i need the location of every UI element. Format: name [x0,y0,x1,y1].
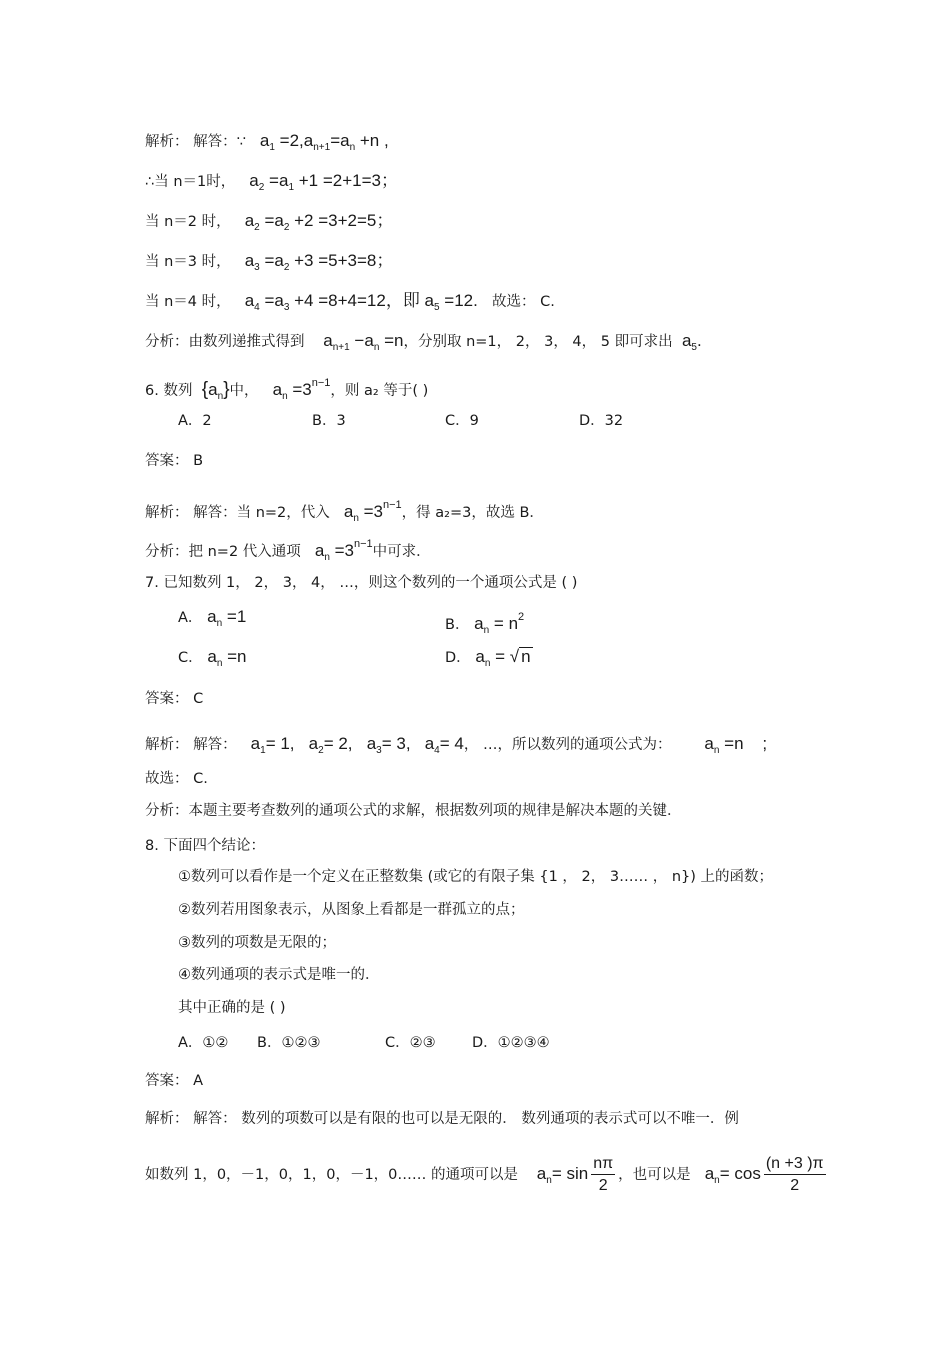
q8-statement-1: ①数列可以看作是一个定义在正整数集 (或它的有限子集 {1 ， 2， 3…… ， n}) 上的函数； [178,869,773,885]
q7-option-a: A． $a_n =1$ [178,607,247,629]
analysis-6: 分析：把 n=2 代入通项 $a_n =3^{n-1}$中可求． [145,538,431,563]
explanation-6: 解析： 解答：当 n=2，代入 $a_n =3^{n-1}$，得 a₂=3，故选 B． [145,499,544,524]
q6-option-b: B．3 [312,413,346,429]
analysis-line-2: ∴当 n＝1时， $a_2 =a_1 +1 =2+1=3$； [145,171,398,193]
q7-option-b: B． $a_n = n^2$ [445,611,525,636]
fraction-n-plus-3-pi-over-2: $\frac{(n +3 )\pi}{2}$ [765,1154,824,1194]
explanation-8: 解析： 解答： 数列的项数可以是有限的也可以是无限的． 数列通项的表示式可以不唯一．例 [145,1111,739,1127]
q7-option-d: D． $a_n$ = √ n [445,647,531,669]
answer-6: 答案： B [145,453,204,469]
analysis-line-6: 分析：由数列递推式得到 $a_{n+1} -a_n =n$，分别取 n=1， 2， 3， 4， 5 即可求出 $a_5$. [145,331,702,353]
analysis-line-5: 当 n＝4 时， $a_4 =a_3 +4 =8+4=12$，即 $a_5 =12$. 故选： C. [145,291,555,313]
q6-option-c: C．9 [445,413,479,429]
question-6: 6. 数列 $\{a_n\}$中， $a_n =3^{n-1}$，则 a₂ 等于( ) [145,377,429,402]
q7-option-c: C． $a_n =n$ [178,647,247,669]
explanation-8-cont: 如数列 1，0，－1，0，1，0，－1，0…… 的通项可以是 $a_n= \sin$ $\frac{n\pi}{2}$ ，也可以是 $a_n= \cos$ $\frac{(n +3 )\pi}{2}$ [145,1152,829,1203]
q8-question: 其中正确的是 ( ) [178,1000,286,1016]
analysis-line-4: 当 n＝3 时， $a_3 =a_2 +3 =5+3=8$； [145,251,394,273]
q8-statement-2: ②数列若用图象表示，从图象上看都是一群孤立的点； [178,902,525,918]
q8-option-a: A．①② [178,1035,229,1051]
question-7: 7. 已知数列 1， 2， 3， 4， …，则这个数列的一个通项公式是 ( ) [145,575,578,591]
q6-option-a: A．2 [178,413,212,429]
question-8: 8. 下面四个结论： [145,838,265,854]
analysis-line-1: 解析： 解答：∵ $a_1 =2,a_{n+1}=a_n +n$ , [145,131,389,153]
explanation-7-conclusion: 故选： C. [145,771,208,787]
fraction-n-pi-over-2: $\frac{n\pi}{2}$ [593,1154,614,1194]
q8-option-c: C．②③ [385,1035,436,1051]
q8-statement-3: ③数列的项数是无限的； [178,935,336,951]
q8-option-b: B．①②③ [257,1035,321,1051]
q8-statement-4: ④数列通项的表示式是唯一的． [178,967,380,983]
answer-7: 答案： C [145,691,204,707]
answer-8: 答案： A [145,1073,204,1089]
explanation-7: 解析： 解答： $a_1= 1$, $a_2= 2$, $a_3= 3$, $a_4= 4$， …，所以数列的通项公式为： $a_n =n$ ; [145,734,768,756]
q6-option-d: D．32 [579,413,624,429]
analysis-7: 分析：本题主要考查数列的通项公式的求解，根据数列项的规律是解决本题的关键． [145,803,682,819]
q8-option-d: D．①②③④ [472,1035,550,1051]
analysis-line-3: 当 n＝2 时， $a_2 =a_2 +2 =3+2=5$； [145,211,394,233]
